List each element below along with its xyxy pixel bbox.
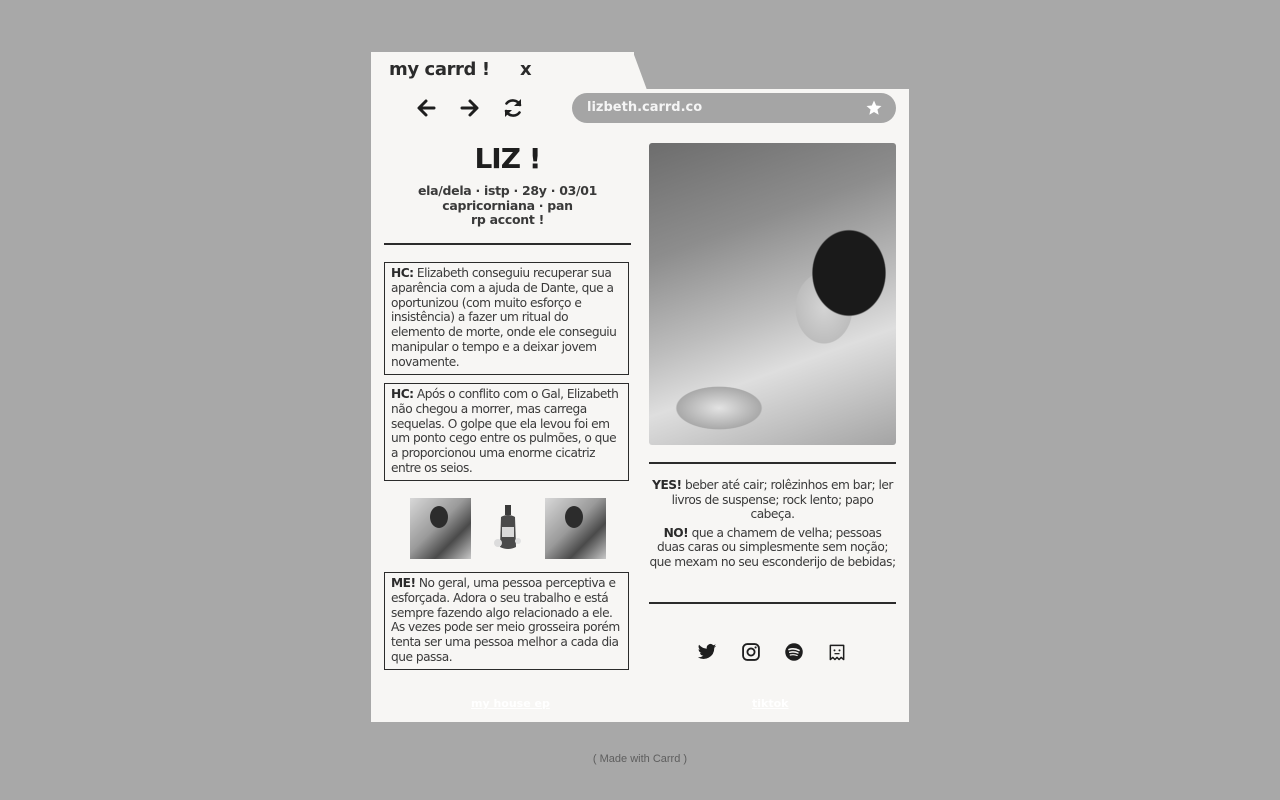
no-text: que a chamem de velha; pessoas duas caras ou simplesmente sem noção; que mexam no seu esconderijo de bebidas; bbox=[649, 525, 896, 569]
spotify-icon[interactable] bbox=[784, 642, 804, 662]
footer-link-left[interactable]: my house ep bbox=[471, 697, 550, 710]
profile-meta-line: capricorniana · pan bbox=[442, 197, 573, 213]
twitter-icon[interactable] bbox=[697, 642, 717, 662]
refresh-icon[interactable] bbox=[501, 96, 525, 120]
star-icon[interactable] bbox=[865, 99, 883, 117]
back-arrow-icon[interactable] bbox=[414, 96, 438, 120]
headcanon-box bbox=[384, 383, 629, 481]
about-box bbox=[384, 572, 629, 670]
dislikes-paragraph bbox=[649, 526, 896, 570]
profile-meta-line: rp accont ! bbox=[471, 212, 544, 227]
box-label: HC: bbox=[391, 387, 414, 401]
box-text: No geral, uma pessoa perceptiva e esforçada. Adora o seu trabalho e está sempre fazendo algo relacionado a ele. As vezes pode ser meio grosseira porém tenta ser uma pessoa melhor a cada dia que passa. bbox=[391, 576, 620, 664]
profile-meta-line: ela/dela · istp · 28y · 03/01 bbox=[417, 183, 598, 198]
tab-close-button[interactable]: x bbox=[520, 59, 532, 80]
profile-meta bbox=[384, 184, 631, 228]
yes-label: YES! bbox=[652, 478, 682, 492]
forward-arrow-icon[interactable] bbox=[458, 96, 482, 120]
divider bbox=[649, 462, 896, 464]
browser-tab-edge bbox=[633, 52, 647, 90]
likes-paragraph bbox=[649, 478, 896, 522]
box-label: HC: bbox=[391, 266, 414, 280]
tab-title: my carrd ! bbox=[389, 59, 490, 80]
address-bar[interactable] bbox=[572, 93, 896, 123]
gallery-photo bbox=[410, 498, 471, 559]
bottle-image bbox=[492, 503, 524, 553]
box-text: Após o conflito com o Gal, Elizabeth não chegou a morrer, mas carrega sequelas. O golpe que ela levou foi em um ponto cego entre os pulmões, o que a proporcionou uma enorme cicatriz entre os seios. bbox=[391, 387, 619, 475]
address-url: lizbeth.carrd.co bbox=[587, 100, 703, 115]
divider bbox=[384, 243, 631, 245]
portrait-photo bbox=[649, 143, 896, 445]
instagram-icon[interactable] bbox=[741, 642, 761, 662]
no-label: NO! bbox=[663, 525, 689, 540]
gallery-photo bbox=[545, 498, 606, 559]
box-text: Elizabeth conseguiu recuperar sua aparência com a ajuda de Dante, que a oportunizou (com muito esforço e insistência) a fazer um ritual do elemento de morte, onde ele conseguiu manipular o tempo e a deixar jovem novamente. bbox=[391, 266, 617, 369]
headcanon-box bbox=[384, 262, 629, 375]
made-with-carrd-link[interactable]: ( Made with Carrd ) bbox=[592, 753, 688, 765]
footer-link-right[interactable]: tiktok bbox=[752, 697, 789, 710]
profile-name: LIZ ! bbox=[474, 142, 541, 175]
likes-dislikes bbox=[649, 478, 896, 574]
ghost-icon[interactable] bbox=[827, 642, 847, 662]
yes-text: beber até cair; rolêzinhos em bar; ler livros de suspense; rock lento; papo cabeça. bbox=[671, 478, 893, 522]
box-label: ME! bbox=[391, 576, 416, 590]
divider bbox=[649, 602, 896, 604]
